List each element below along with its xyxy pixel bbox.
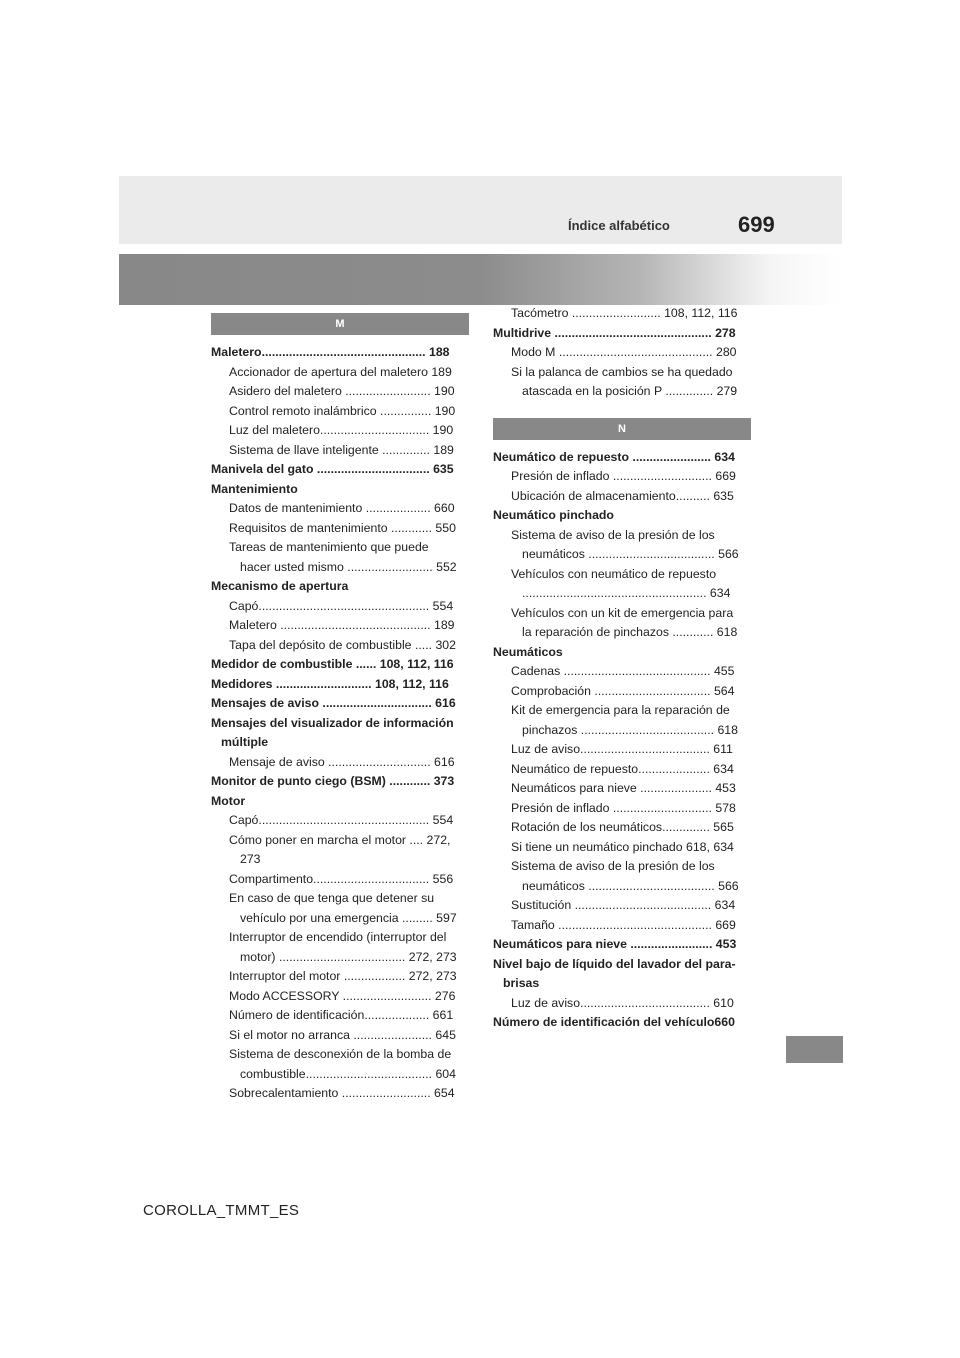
index-subentry: la reparación de pinchazos ............ 618 bbox=[522, 625, 738, 639]
index-subentry: Sustitución ........................................ 634 bbox=[511, 898, 736, 912]
index-subentry: En caso de que tenga que detener su bbox=[229, 891, 435, 905]
index-heading: Nivel bajo de líquido del lavador del para- bbox=[493, 956, 736, 971]
index-subentry: Si la palanca de cambios se ha quedado bbox=[511, 364, 733, 379]
index-subentry: Número de identificación................... 661 bbox=[229, 1008, 454, 1022]
section-header-m: M bbox=[211, 313, 469, 335]
index-heading: Multidrive .............................................. 278 bbox=[493, 325, 736, 340]
index-subentry: Tacómetro .......................... 108, 112, 116 bbox=[511, 306, 738, 320]
index-subentry: Tamaño ............................................. 669 bbox=[511, 917, 736, 932]
index-subentry: Mensaje de aviso .............................. 616 bbox=[229, 754, 455, 769]
index-subentry: Luz de aviso...................................... 610 bbox=[511, 995, 734, 1010]
index-subentry: Tapa del depósito de combustible ..... 302 bbox=[229, 637, 456, 652]
thumb-index-tab bbox=[786, 1036, 843, 1063]
index-subentry: Presión de inflado ............................. 578 bbox=[511, 800, 736, 815]
index-subentry: pinchazos ....................................... 618 bbox=[522, 722, 738, 737]
section-header-n: N bbox=[493, 418, 751, 440]
index-subentry: atascada en la posición P .............. 279 bbox=[522, 384, 738, 398]
index-heading: múltiple bbox=[221, 735, 269, 749]
index-subentry: Sistema de aviso de la presión de los bbox=[511, 859, 715, 873]
index-subentry: motor) ..................................... 272, 273 bbox=[240, 949, 457, 964]
index-subentry: Comprobación .................................. 564 bbox=[511, 683, 735, 698]
index-subentry: Sistema de desconexión de la bomba de bbox=[229, 1047, 452, 1061]
index-heading: Mensajes del visualizador de información bbox=[211, 715, 454, 730]
index-heading: Monitor de punto ciego (BSM) ............ 373 bbox=[211, 774, 455, 788]
index-subentry: Accionador de apertura del maletero 189 bbox=[229, 364, 452, 379]
header-band bbox=[119, 176, 842, 244]
index-column-right bbox=[493, 304, 743, 1033]
index-subentry: Kit de emergencia para la reparación de bbox=[511, 703, 730, 717]
index-subentry: Vehículos con neumático de repuesto bbox=[511, 566, 717, 581]
section-title: Índice alfabético bbox=[568, 218, 670, 233]
index-subentry: Capó.................................................. 554 bbox=[229, 598, 454, 613]
index-subentry: Luz del maletero................................ 190 bbox=[229, 423, 454, 437]
index-subentry: Neumático de repuesto..................... 634 bbox=[511, 761, 734, 776]
index-entry-list-continued bbox=[493, 304, 743, 402]
index-subentry: Rotación de los neumáticos.............. 565 bbox=[511, 820, 734, 834]
index-subentry: Sistema de llave inteligente .............. 189 bbox=[229, 442, 454, 457]
index-subentry: Modo ACCESSORY .......................... 276 bbox=[229, 988, 456, 1003]
index-heading: brisas bbox=[503, 976, 540, 990]
index-heading: Neumático pinchado bbox=[493, 508, 614, 522]
index-subentry: Ubicación de almacenamiento.......... 635 bbox=[511, 488, 734, 503]
index-subentry: Sobrecalentamiento .......................... 654 bbox=[229, 1086, 455, 1100]
index-heading: Maletero................................................ 188 bbox=[211, 345, 450, 359]
index-column-left bbox=[211, 318, 462, 1104]
page-number: 699 bbox=[738, 212, 775, 237]
index-heading: Neumático de repuesto ....................... 634 bbox=[493, 449, 735, 464]
index-heading: Medidores ............................ 108, 112, 116 bbox=[211, 676, 449, 691]
index-heading: Mensajes de aviso ................................ 616 bbox=[211, 696, 456, 710]
index-subentry: Cómo poner en marcha el motor .... 272, bbox=[229, 832, 451, 847]
index-subentry: Luz de aviso...................................... 611 bbox=[511, 742, 733, 756]
index-heading: Neumáticos bbox=[493, 644, 563, 659]
index-entry-list bbox=[493, 448, 743, 1033]
index-heading: Neumáticos para nieve ........................ 453 bbox=[493, 937, 737, 951]
index-subentry: combustible..................................... 604 bbox=[240, 1066, 456, 1081]
index-subentry: Sistema de aviso de la presión de los bbox=[511, 527, 715, 542]
document-code: COROLLA_TMMT_ES bbox=[143, 1202, 300, 1219]
index-subentry: Modo M ............................................. 280 bbox=[511, 345, 737, 359]
index-subentry: Vehículos con un kit de emergencia para bbox=[511, 605, 734, 620]
index-heading: Medidor de combustible ...... 108, 112, 116 bbox=[211, 657, 454, 671]
index-heading: Mantenimiento bbox=[211, 481, 298, 496]
index-subentry: neumáticos ..................................... 566 bbox=[522, 547, 739, 561]
index-subentry: Neumáticos para nieve ..................... 453 bbox=[511, 781, 736, 795]
index-subentry: Si el motor no arranca ....................... 645 bbox=[229, 1027, 456, 1042]
index-subentry: Maletero ............................................ 189 bbox=[229, 618, 455, 632]
index-heading: Motor bbox=[211, 793, 246, 808]
index-subentry: Interruptor de encendido (interruptor del bbox=[229, 930, 447, 944]
index-subentry: vehículo por una emergencia ......... 597 bbox=[240, 910, 457, 925]
index-subentry: Capó.................................................. 554 bbox=[229, 813, 454, 827]
index-subentry: Datos de mantenimiento ................... 660 bbox=[229, 501, 455, 515]
index-subentry: neumáticos ..................................... 566 bbox=[522, 878, 739, 893]
index-subentry: Presión de inflado ............................. 669 bbox=[511, 469, 736, 483]
index-subentry: Control remoto inalámbrico ............... 190 bbox=[229, 403, 456, 418]
index-heading: Número de identificación del vehículo660 bbox=[493, 1015, 735, 1029]
index-subentry: Asidero del maletero ......................... 190 bbox=[229, 384, 455, 398]
index-subentry: Tareas de mantenimiento que puede bbox=[229, 540, 429, 554]
index-heading: Mecanismo de apertura bbox=[211, 579, 349, 593]
index-subentry: Requisitos de mantenimiento ............ 550 bbox=[229, 520, 456, 535]
index-subentry: Compartimento.................................. 556 bbox=[229, 871, 454, 886]
index-subentry: Cadenas ........................................... 455 bbox=[511, 664, 735, 678]
index-subentry: ...................................................... 634 bbox=[522, 586, 731, 600]
index-heading: Manivela del gato ................................. 635 bbox=[211, 462, 454, 476]
index-entry-list bbox=[211, 343, 462, 1104]
index-subentry: Si tiene un neumático pinchado 618, 634 bbox=[511, 839, 734, 854]
gradient-banner bbox=[119, 254, 842, 305]
index-subentry: 273 bbox=[240, 852, 261, 866]
index-subentry: Interruptor del motor .................. 272, 273 bbox=[229, 969, 457, 983]
index-subentry: hacer usted mismo ......................... 552 bbox=[240, 559, 457, 574]
